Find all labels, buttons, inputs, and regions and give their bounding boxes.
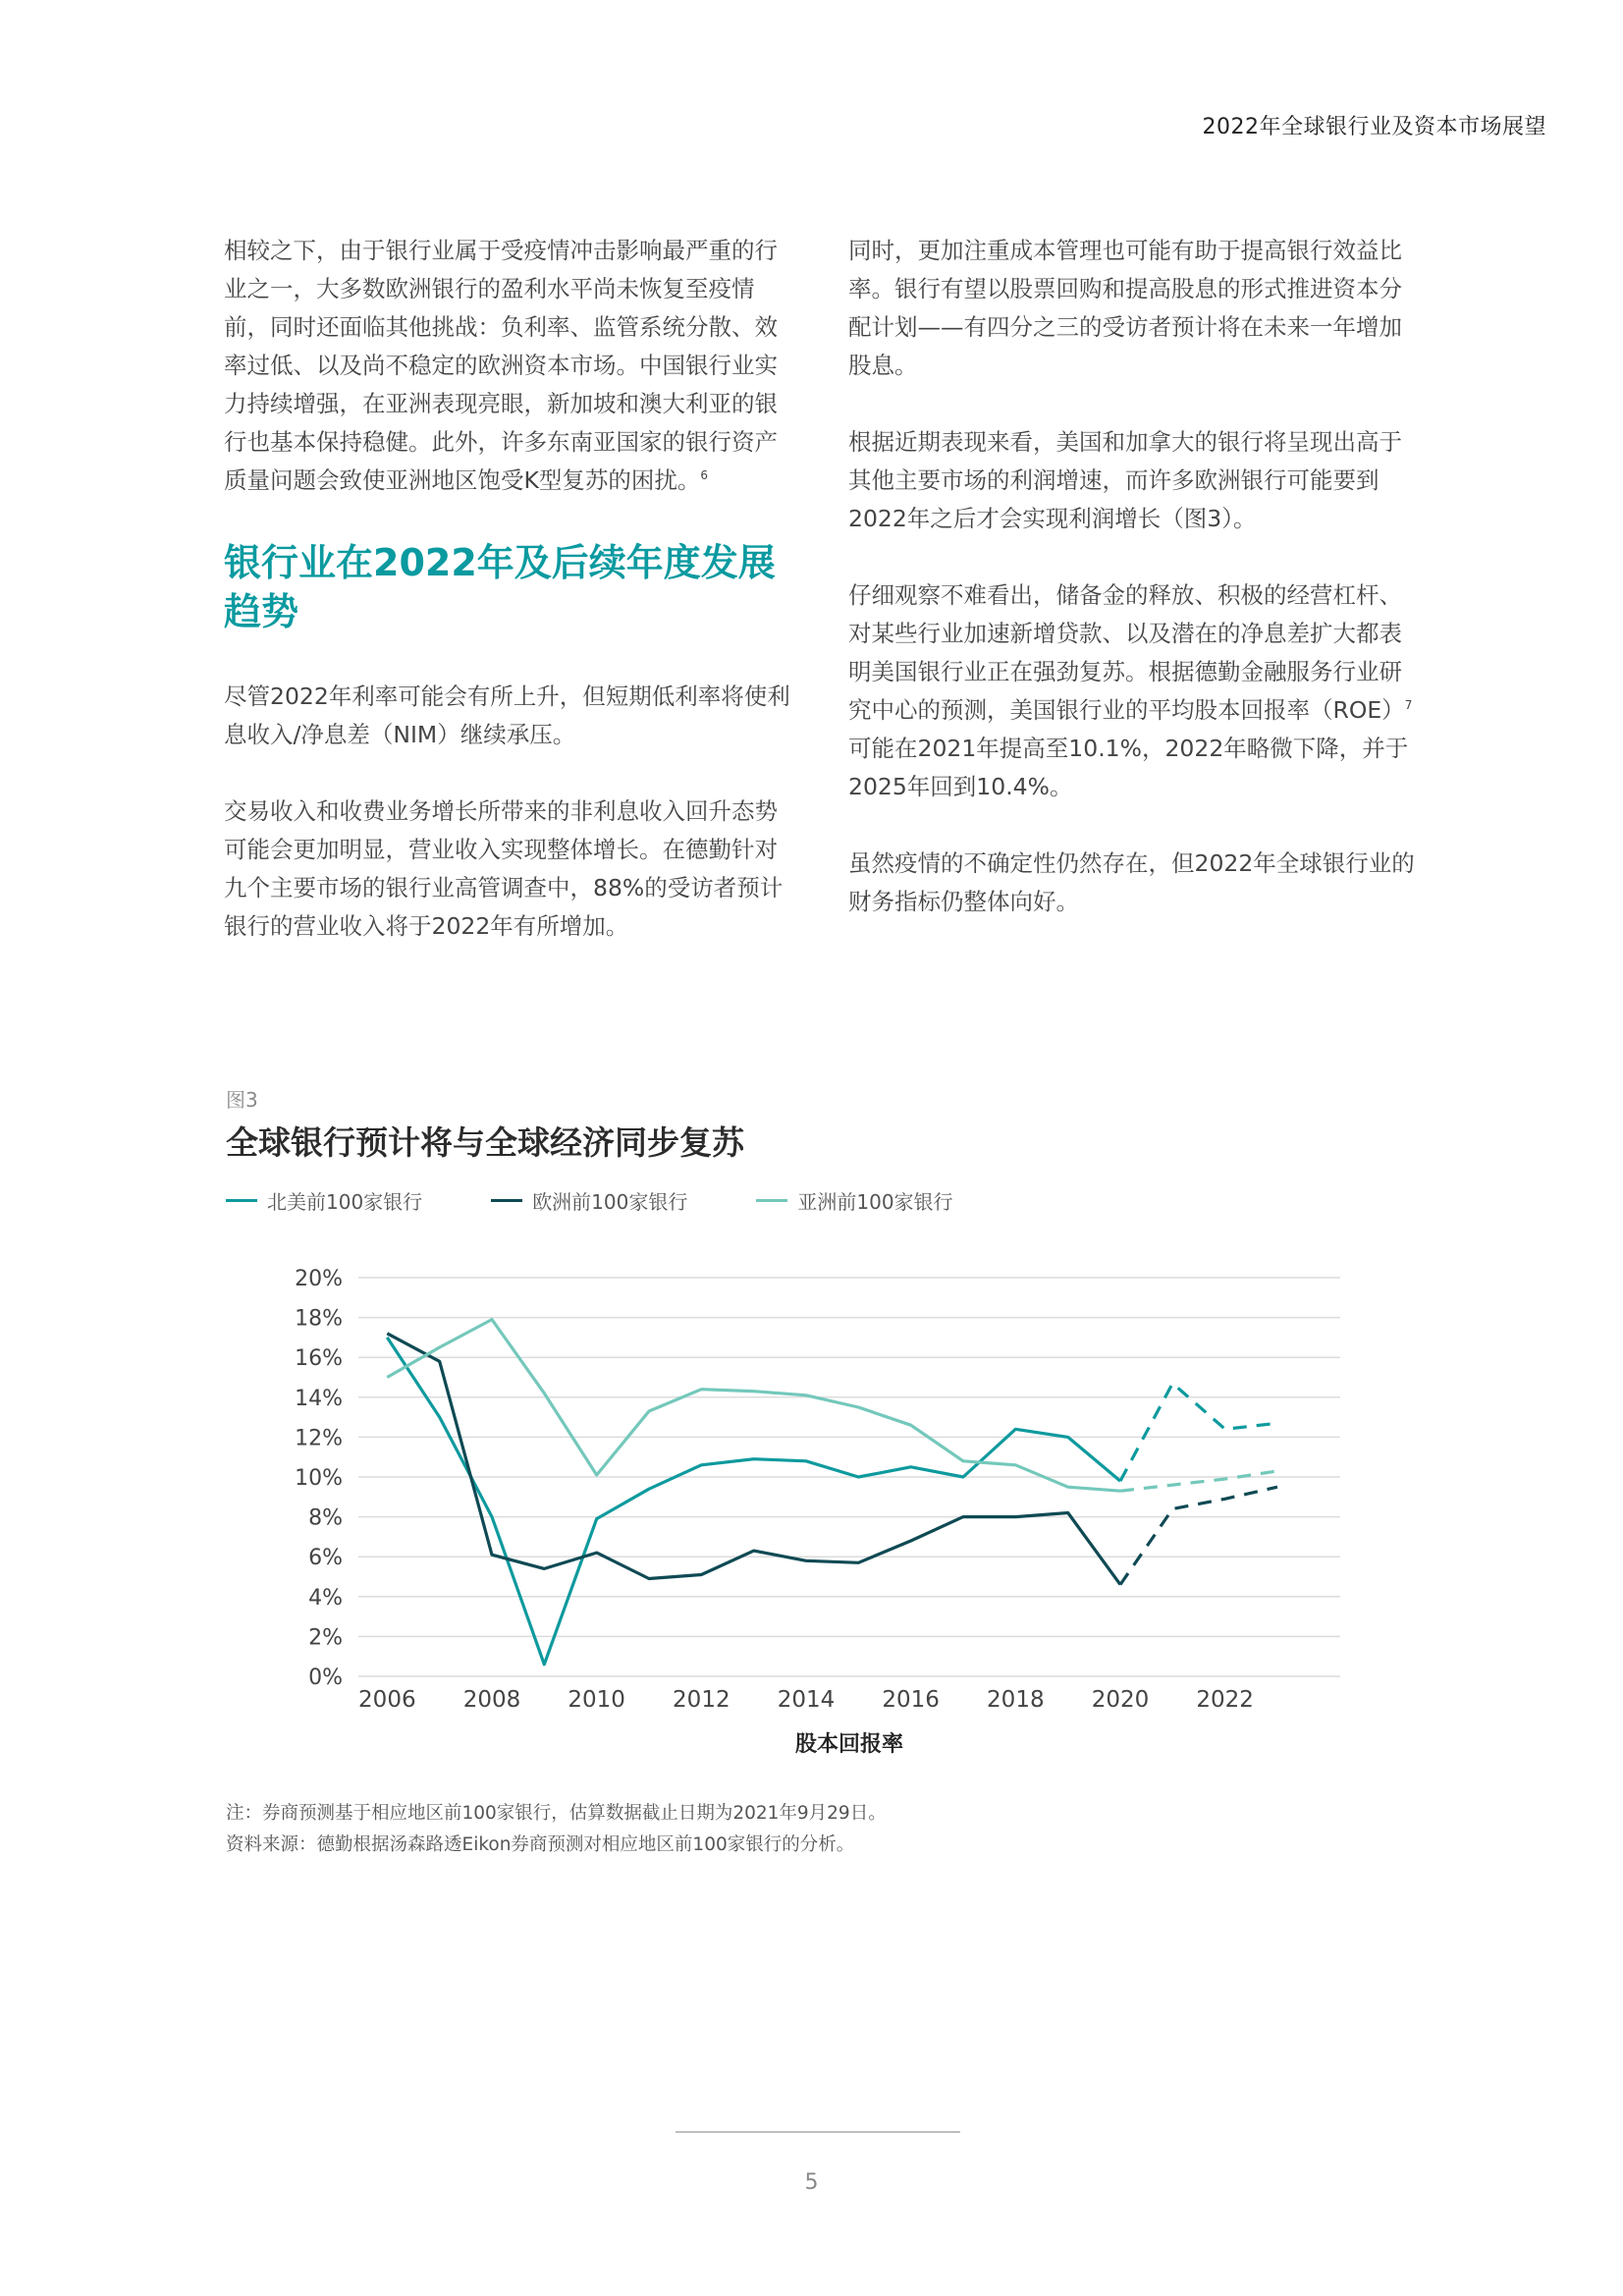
footer-divider (676, 2131, 960, 2133)
figure-source: 资料来源：德勤根据汤森路透Eikon券商预测对相应地区前100家银行的分析。 (226, 1834, 855, 1855)
legend-label-north-america: 北美前100家银行 (267, 1190, 423, 1214)
y-tick-label: 2% (308, 1625, 343, 1651)
right-paragraph-4: 虽然疫情的不确定性仍然存在，但2022年全球银行业的财务指标仍整体向好。 (848, 849, 1415, 915)
x-tick-label: 2010 (568, 1687, 625, 1713)
y-tick-label: 4% (308, 1585, 343, 1611)
x-tick-label: 2014 (777, 1687, 836, 1713)
figure-note: 注：券商预测基于相应地区前100家银行，估算数据截止日期为2021年9月29日。 (226, 1803, 887, 1824)
series-forecast-line-1 (1120, 1487, 1277, 1584)
page-number: 5 (804, 2170, 819, 2195)
footnote-ref-6[interactable]: 6 (700, 468, 709, 483)
y-tick-label: 14% (295, 1386, 343, 1411)
right-paragraph-2: 根据近期表现来看，美国和加拿大的银行将呈现出高于其他主要市场的利润增速，而许多欧洲银行可能要到2022年之后才会实现利润增长（图3）。 (848, 428, 1402, 532)
y-tick-label: 10% (295, 1466, 343, 1491)
y-tick-label: 8% (308, 1505, 343, 1531)
y-tick-label: 18% (295, 1306, 343, 1332)
y-tick-label: 16% (295, 1346, 343, 1372)
legend-item-europe (491, 1186, 687, 1215)
section-heading: 银行业在2022年及后续年度发展趋势 (224, 541, 776, 633)
left-paragraph-1 (224, 232, 793, 500)
legend-swatch-asia (756, 1199, 787, 1202)
footnote-ref-7[interactable]: 7 (1404, 698, 1413, 713)
figure-title: 全球银行预计将与全球经济同步复苏 (226, 1123, 744, 1162)
x-tick-label: 2020 (1091, 1687, 1150, 1713)
x-tick-label: 2016 (882, 1687, 940, 1713)
left-paragraph-1-text: 相较之下，由于银行业属于受疫情冲击影响最严重的行业之一，大多数欧洲银行的盈利水平尚未恢复至疫情前，同时还面临其他挑战：负利率、监管系统分散、效率过低、以及尚不稳定的欧洲资本市场。中国银行业实力持续增强，在亚洲表现亮眼，新加坡和澳大利亚的银行也基本保持稳健。此外，许多东南亚国家的银行资产质量问题会致使亚洲地区饱受K型复苏的困扰。 (224, 237, 778, 494)
left-paragraph-2: 尽管2022年利率可能会有所上升，但短期低利率将使利息收入/净息差（NIM）继续承压。 (224, 683, 790, 748)
y-tick-label: 6% (308, 1546, 343, 1571)
series-forecast-line-2 (1120, 1471, 1277, 1491)
x-tick-label: 2006 (358, 1687, 416, 1713)
chart-legend (226, 1186, 953, 1215)
x-tick-label: 2008 (462, 1687, 521, 1713)
document-header-title: 2022年全球银行业及资本市场展望 (1202, 115, 1546, 139)
figure-label: 图3 (226, 1088, 258, 1112)
y-tick-label: 12% (295, 1426, 343, 1451)
x-axis-title: 股本回报率 (794, 1732, 904, 1757)
x-tick-label: 2022 (1196, 1687, 1254, 1713)
left-text-column (224, 232, 793, 984)
x-tick-label: 2018 (987, 1687, 1045, 1713)
series-line-2 (387, 1320, 1120, 1492)
right-paragraph-3-text-b: 可能在2021年提高至10.1%，2022年略微下降，并于2025年回到10.4%。 (848, 735, 1409, 800)
right-text-column (848, 232, 1418, 959)
y-tick-label: 0% (308, 1666, 343, 1690)
right-paragraph-3-text-a: 仔细观察不难看出，储备金的释放、积极的经营杠杆、对某些行业加速新增贷款、以及潜在的净息差扩大都表明美国银行业正在强劲复苏。根据德勤金融服务行业研究中心的预测，美国银行业的平均股本回报率（ROE） (848, 581, 1405, 724)
legend-item-asia (756, 1186, 952, 1215)
legend-swatch-europe (491, 1199, 522, 1202)
legend-swatch-north-america (226, 1199, 257, 1202)
left-paragraph-3: 交易收入和收费业务增长所带来的非利息收入回升态势可能会更加明显，营业收入实现整体增长。在德勤针对九个主要市场的银行业高管调查中，88%的受访者预计银行的营业收入将于2022年有所增加。 (224, 797, 784, 940)
legend-item-north-america (226, 1186, 422, 1215)
series-line-1 (387, 1334, 1120, 1585)
right-paragraph-1: 同时，更加注重成本管理也可能有助于提高银行效益比率。银行有望以股票回购和提高股息的形式推进资本分配计划——有四分之三的受访者预计将在未来一年增加股息。 (848, 237, 1402, 379)
series-forecast-line-0 (1120, 1384, 1277, 1482)
right-paragraph-3 (848, 576, 1418, 806)
series-line-0 (387, 1338, 1120, 1665)
x-tick-label: 2012 (673, 1687, 730, 1713)
legend-label-asia: 亚洲前100家银行 (797, 1190, 953, 1214)
y-tick-label: 20% (295, 1267, 343, 1291)
legend-label-europe: 欧洲前100家银行 (532, 1190, 688, 1214)
